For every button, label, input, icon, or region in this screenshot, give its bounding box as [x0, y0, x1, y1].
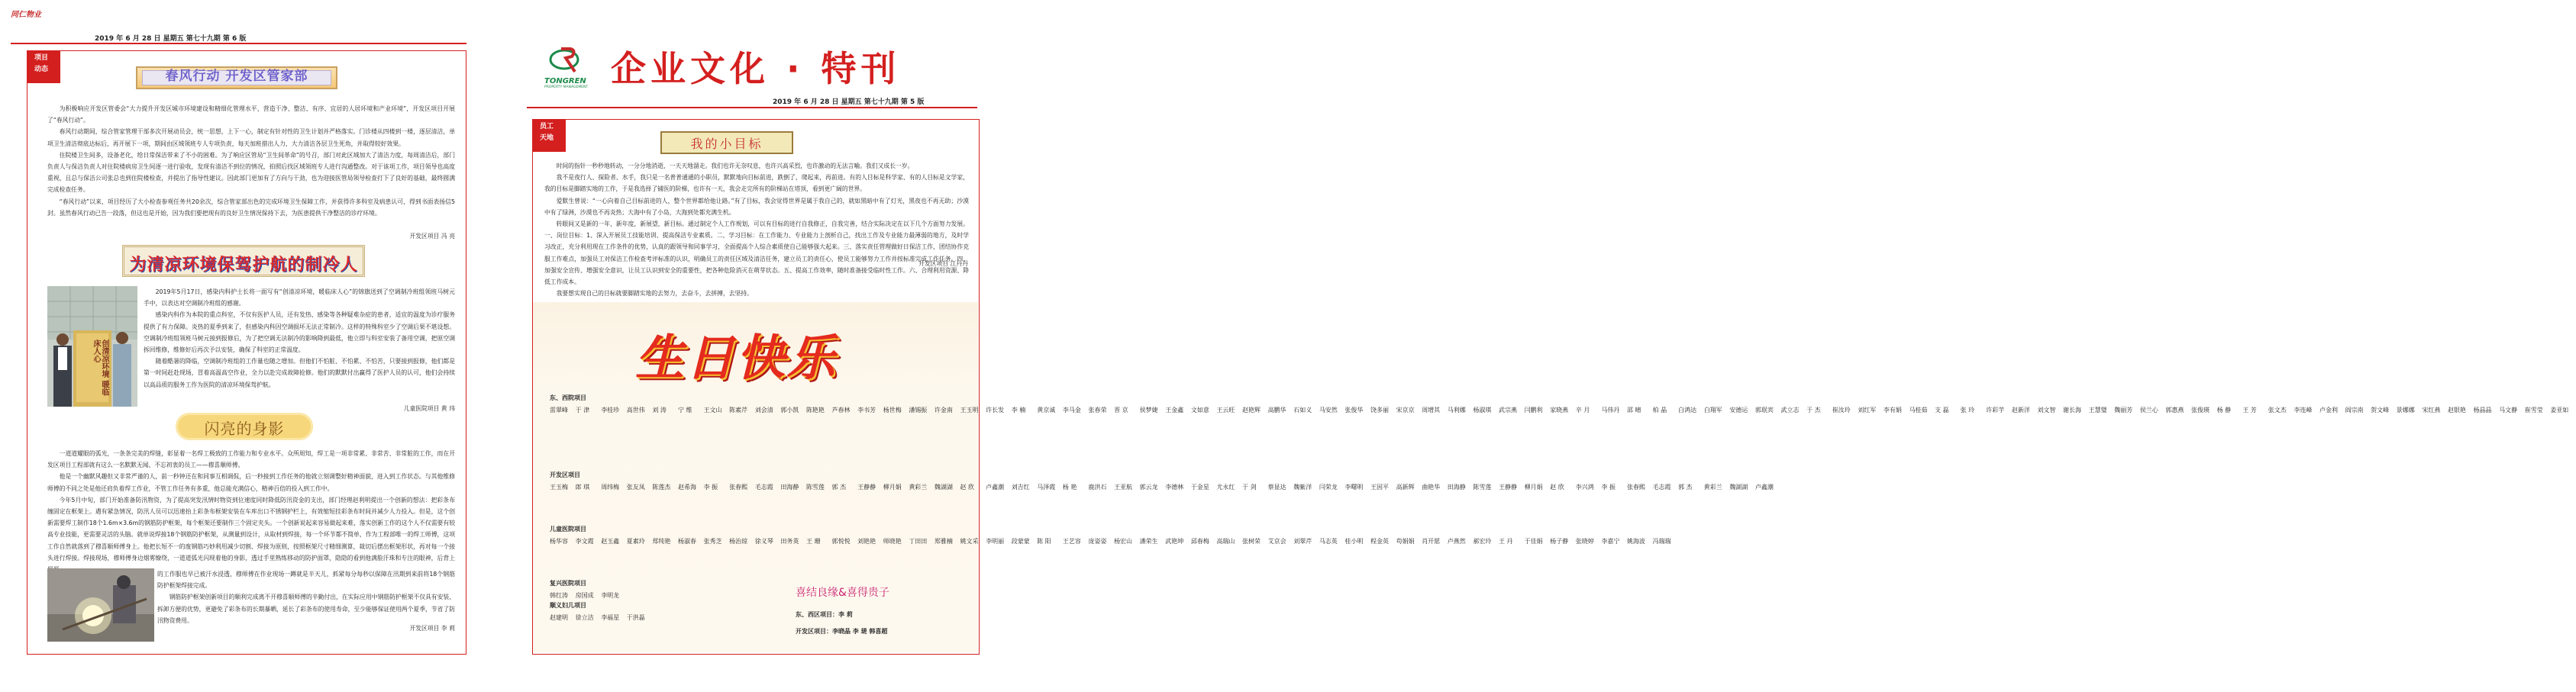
birthday-name: 王玉明: [960, 407, 979, 414]
birthday-name: 李明丽: [986, 538, 1005, 545]
pennant-text: 创清凉环境 暖临床人心: [92, 340, 108, 396]
left-header-logo: 同仁物业: [11, 11, 41, 19]
group-head-kaifaqu: 开发区项目: [550, 472, 580, 478]
birthday-name: 高世伟: [626, 407, 645, 414]
birthday-name: 崔雪莹: [2524, 407, 2543, 414]
birthday-name: 张树荣: [1242, 538, 1261, 545]
birthday-name: 周增其: [1422, 407, 1441, 414]
birthday-name: 陈雪莲: [805, 484, 825, 491]
article2-title-banner: [122, 245, 365, 277]
article3-body: [47, 448, 455, 564]
birthday-name: 于佳娟: [1524, 538, 1543, 545]
logo-brand: TONGREN: [544, 77, 586, 85]
birthday-name: 魏紫洋: [1293, 484, 1312, 491]
birthday-name: 王文山: [703, 407, 722, 414]
birthday-name: 刘艳艳: [857, 538, 876, 545]
masthead-title: 企业文化 · 特刊: [611, 48, 901, 89]
birthday-name: 蔡显达: [1267, 484, 1286, 491]
birthday-name: 陈雪莲: [1473, 484, 1492, 491]
birthday-name: 王 丹: [1498, 538, 1513, 545]
article1-signature: 开发区项目 冯 亮: [409, 233, 455, 240]
birthday-name: 刘红军: [1858, 407, 1877, 414]
birthday-name: 邵 晴: [1626, 407, 1641, 414]
birthday-name: 陈莲杰: [652, 484, 671, 491]
birthday-name: 杨世梅: [883, 407, 902, 414]
birthday-name: 郭云龙: [1139, 484, 1158, 491]
birthday-name: 刘翠芹: [1293, 538, 1312, 545]
birthday-name: 毛志霞: [754, 484, 773, 491]
birthday-name: 崔汝玲: [1832, 407, 1851, 414]
birthday-name: 魏湖湖: [1729, 484, 1748, 491]
birthday-name: 李 振: [703, 484, 718, 491]
birthday-name: 晋 京: [1114, 407, 1128, 414]
birthday-name: 卢燕然: [1447, 538, 1466, 545]
birthday-name: 刘 涛: [652, 407, 667, 414]
birthday-name: 张俊瑛: [2191, 407, 2210, 414]
birthday-name: 桂小明: [1344, 538, 1364, 545]
group-head-shunyi: 顺义妇儿项目: [550, 602, 586, 609]
birthday-name: 艾京会: [1267, 538, 1286, 545]
birthday-name: 程金英: [1370, 538, 1389, 545]
birthday-name: 房国成: [575, 592, 594, 599]
birthday-name: 李文霞: [575, 538, 594, 545]
birthday-name: 周纬梅: [601, 484, 620, 491]
rarticle-title-banner: [660, 131, 793, 154]
birthday-name: 刘文智: [2037, 407, 2056, 414]
article1-title: 春风行动 开发区管家部: [165, 69, 308, 84]
birthday-name: 李明龙: [601, 592, 620, 599]
birthday-name: 鹿洪石: [1088, 484, 1107, 491]
birthday-name: 贺文峰: [2371, 407, 2390, 414]
birthday-name: 张春熙: [1626, 484, 1645, 491]
rarticle-paragraph: 转眼间又是新的一年，新年度，新展望，新目标。通过制定个人工作规划，可以有目标的进行自我修正，自我完善，结合实际决定在以下几个方面努力发展。一、岗位目标：1、深入开展员工技能培训、提高保洁专业素质。二、学习目标：在工作能力、专业能力上剖析自己，找出工作及专业能力最薄弱的地方，及时学习改正，充分利用现在工作条件的优势，认真的跟领导和同事学习，全面提高个人综合素质使自己能够强大起来。三、落实责任管理做好日保洁工作，团结协作克服工作难点，加强员工对保洁工作检查考评标准的认识，明确员工的责任区域及清洁任务，建立员工的责任心，使员工能够努力工作并按标准完成工作任务。四、加强安全宣传、增强安全意识，让员工认识到安全的重要性，把各种危险消灭在萌芽状态。五、提高工作效率，随时准备接受临时性工作。六、合理利用资源、降低工作成本。: [544, 220, 969, 286]
birthday-name: 郭 杰: [1678, 484, 1693, 491]
birthday-name: 侯梦婕: [1139, 407, 1158, 414]
birthday-name: 白鸿达: [1678, 407, 1697, 414]
article3-signature: 开发区项目 李 莉: [409, 625, 455, 632]
birthday-name: 宋红燕: [2422, 407, 2441, 414]
article3-paragraph: 的工作服也早已被汗水浸透，穆师傅在作业现场一蹲就是半天儿，抓紧每分每秒以保障在汛期到来前将18个钢筋防护框架焊接完成。: [157, 571, 455, 590]
birthday-name: 卢金利: [2319, 407, 2338, 414]
article1-paragraph: 为积极响应开发区管委会“大力提升开发区城市环境建设和精细化管理水平，营造干净、整洁、有序、宜居的人居环境和产业环境”，开发区项目开展了“春风行动”。: [47, 105, 455, 124]
birthday-name: 夏素玲: [626, 538, 645, 545]
group-names-east-west: [550, 404, 2569, 416]
birthday-name: 郭惠燕: [2165, 407, 2184, 414]
article3-paragraph: 钢筋防护框架创新项目的顺利完成离不开穆喜顺师傅的辛勤付出，在实际应用中钢筋防护框架不仅具有安装、拆卸方便的优势，更避免了彩条布的长期暴晒，延长了彩条布的使用寿命，至少能够保证使用两个夏季，节省了防汛物资费用。: [157, 594, 455, 624]
birthday-name: 邱春梅: [1190, 538, 1209, 545]
right-header-rule: [527, 107, 977, 108]
birthday-name: 杨淑春: [677, 538, 696, 545]
birthday-name: 景娜娜: [2396, 407, 2415, 414]
birthday-name: 郑雅楠: [934, 538, 953, 545]
birthday-name: 柏 晶: [1652, 407, 1667, 414]
wedding-line2-names: 李晓晶 李 琎 韩喜超: [832, 628, 888, 635]
birthday-name: 柳月娟: [883, 484, 902, 491]
birthday-name: 李连峰: [2294, 407, 2313, 414]
birthday-name: 李 楠: [1011, 407, 1026, 414]
birthday-name: 李德林: [1165, 484, 1184, 491]
rarticle-title: 我的小目标: [690, 137, 763, 151]
birthday-name: 王云旺: [1216, 407, 1235, 414]
birthday-name: 许彩芋: [1986, 407, 2005, 414]
group-names-children: [550, 536, 1671, 547]
birthday-name: 王静静: [857, 484, 876, 491]
birthday-name: 家晓燕: [1550, 407, 1569, 414]
birthday-name: 马桂茹: [1909, 407, 1928, 414]
article2-paragraph: 2019年5月17日，感染内科护士长将一面写有“创清凉环境，暖临床人心”的锦旗送到了空调制冷班组领班马树元手中，以表达对空调制冷班组的感谢。: [144, 288, 455, 307]
birthday-name: 杨 静: [2216, 407, 2232, 414]
wedding-line1: [796, 610, 853, 619]
birthday-name: 侯兰心: [2139, 407, 2158, 414]
birthday-name: 徐立洁: [575, 614, 594, 621]
birthday-name: 黄京诚: [1037, 407, 1056, 414]
birthday-name: 马志英: [1319, 538, 1338, 545]
article3-paragraph: 他是一个幽默风趣但又非常严谨的人，前一秒钟还在和同事互相调侃，后一秒接到工作任务的他就立刻调整好精神面貌，进入到工作状态。与其他维修师傅的不同之处是他还肩负着焊工作业，不管工作任务有多重，他总能充满信心，精神百倍的投入到工作中。: [47, 473, 455, 492]
birthday-name: 柳月娟: [1524, 484, 1543, 491]
birthday-name: 武艳坤: [1165, 538, 1184, 545]
birthday-name: 王静静: [1498, 484, 1517, 491]
birthday-name: 马安然: [1319, 407, 1338, 414]
birthday-name: 赵 欣: [1550, 484, 1564, 491]
birthday-name: 张 玲: [1960, 407, 1975, 414]
rarticle-paragraph: 我不是夜行人、探险者、水手，我只是一名普普通通的小职员，默默地向目标前进，跌倒了，爬起来，再前进。有的人目标是科学家、有的人目标是文学家，我的目标是脚踏实地的工作，于是我选择了铺医的阶梯，也许有一天，我会走完所有的阶梯站在塔顶，看到更广阔的世界。: [544, 174, 969, 193]
birthday-name: 郭珉宾: [1754, 407, 1774, 414]
birthday-name: 李书芳: [857, 407, 876, 414]
article2-photo: [47, 286, 137, 407]
article3-title: 闪亮的身影: [204, 420, 285, 438]
birthday-name: 白翔军: [1703, 407, 1722, 414]
article3-paragraph: 今年5月中旬，部门开始准备防汛物资，为了提高突发汛情时物资到位速度同时降低防汛资金的支出，部门经理赵利明提出一个创新的想法：把彩条布缠固定在框架上。遇有紧急情况，防汛人员可以迅速抬上彩条布框架安装在车库出口不锈钢护栏上，有效缩短挂彩条布时间并减少人力投入。但是，这个创新需要焊工制作18个1.6m×3.6m的钢筋防护框架，每个框架还要制作三个固定夹头。一个创新说起来容易做起来难，落实创新工作的这个人不仅需要有较高专业技能，更需要灵活的头脑。就单说焊接18个钢筋防护框架，从测量到设计，从取材到焊接，每一个环节都不简单，作为工程部唯一的焊工师傅，这项工作自然就落到了穆喜顺师傅身上。他把长短不一的废钢筋巧妙利用减少切割、焊接为原则，按照框架尺寸精细测算，裁切后摆出框架形状，再对每一个接头进行焊接。焊接现场，穆师傅身边烟雾缭绕，一道道弧光闪现着他的身影，透过手里熟练移动的防护面罩，隐隐的看到他满脸汗珠和专注的眼神，后背上: [47, 496, 455, 562]
birthday-name: 马文静: [2499, 407, 2518, 414]
birthday-name: 冯瑞瑞: [1652, 538, 1671, 545]
birthday-name: 徐义琴: [754, 538, 773, 545]
birthday-name: 卢鑫潮: [1754, 484, 1774, 491]
birthday-name: 安德运: [1729, 407, 1748, 414]
birthday-name: 张春荣: [1088, 407, 1107, 414]
left-header-rule: [11, 43, 466, 44]
birthday-name: 于 津: [575, 407, 590, 414]
group-names-kaifaqu: [550, 481, 1774, 493]
birthday-name: 李兴鸿: [1575, 484, 1594, 491]
left-section-tag-line2: 动态: [34, 66, 49, 73]
birthday-name: 杨宏山: [1114, 538, 1133, 545]
birthday-name: 刘会清: [754, 407, 773, 414]
birthday-name: 张文杰: [2268, 407, 2287, 414]
group-head-children: 儿童医院项目: [550, 526, 586, 533]
birthday-name: 张春熙: [729, 484, 748, 491]
birthday-name: 王玉梅: [550, 484, 568, 491]
birthday-name: 尤永红: [1216, 484, 1235, 491]
group-names-fuxing: [550, 590, 779, 601]
article1-paragraph: 春风行动期间，综合管家管理干部多次开展动员会，统一思想，上下一心，制定有针对性的卫生计划并严格落实。门诊楼从四楼到一楼，逐层清洁，单项卫生清洁彻底达标后，再开展下一项，期间由区域领班专人专项负责，每天加班措出人力，大力清洁各层卫生死角，并取得较好效果。: [47, 128, 455, 147]
birthday-name: 郭悦悦: [831, 538, 851, 545]
birthday-name: 姚海波: [1626, 538, 1645, 545]
birthday-name: 郭 杰: [831, 484, 847, 491]
birthday-name: 杨治琼: [729, 538, 748, 545]
birthday-name: 张秀芝: [703, 538, 722, 545]
group-names-shunyi: [550, 612, 779, 623]
birthday-name: 王金鑫: [1165, 407, 1184, 414]
birthday-name: 王艺容: [1062, 538, 1081, 545]
article3-title-banner: [176, 413, 313, 440]
birthday-name: 丁田田: [909, 538, 928, 545]
birthday-name: 芦春林: [831, 407, 851, 414]
birthday-name: 文如意: [1190, 407, 1209, 414]
left-section-tag-line1: 项目: [34, 54, 49, 62]
birthday-name: 黄彩兰: [1703, 484, 1722, 491]
right-section-tag: [532, 119, 566, 152]
birthday-name: 赵银艳: [2447, 407, 2466, 414]
wedding-line2: [796, 627, 887, 636]
birthday-name: 赵 欣: [960, 484, 975, 491]
birthday-name: 陈艳艳: [805, 407, 825, 414]
birthday-name: 苟娟娟: [1396, 538, 1415, 545]
birthday-name: 辛 月: [1575, 407, 1590, 414]
birthday-name: 阎宗南: [2345, 407, 2364, 414]
birthday-name: 赵艳辉: [1242, 407, 1261, 414]
birthday-banner: 生日快乐: [635, 330, 837, 387]
birthday-name: 田海静: [780, 484, 799, 491]
birthday-name: 许金南: [934, 407, 953, 414]
birthday-name: 黄彩兰: [909, 484, 928, 491]
article1-paragraph: “春风行动”以来，项目经历了大小检查参观任务共20余次，综合管家部出色的完成环境卫生保障工作，并获得许多科室及病患认可，得到书面表扬信5封。虽然春风行动已告一段落，但这也是开始，因为我们要把现有的良好卫生情况保持下去，为医患提供干净整洁的诊疗环境。: [47, 198, 455, 217]
birthday-name: 郭小凯: [780, 407, 799, 414]
article1-paragraph: 住院楼卫生间多，设备老化，给日常保洁带来了不小的困难。为了响应区管局“卫生间革命”的号召，部门对此区域加大了清洁力度，每周清洁后，部门负责人与保洁负责人对住院楼病房卫生间逐一进行验收，发现有清洁不到位的情况，拍照后找区域领班专人进行沟通整改。对于该项工作，项目领导也高度重视，且总与保洁公司张总也到住院楼检查，并提出了指导性建议。因此部门更加有了方向与干劲，也为迎接医管局领导检查打下了良好的基础，最终圆满完成检查任务。: [47, 151, 455, 194]
article3-paragraph: 一道道耀眼的弧光，一条条完美的焊缝，彰显着一名焊工极致的工作能力和专业水平。众所周知，焊工是一项非常累、非常苦、非常脏的工作，而在开发区项目工程部就有这么一名默默无闻、不忘初衷的员工——穆喜顺师傅。: [47, 450, 455, 469]
birthday-name: 于洪磊: [626, 614, 645, 621]
wedding-line1-label: 东、西区项目：: [796, 611, 838, 618]
birthday-name: 姚文采: [960, 538, 979, 545]
birthday-name: 段蒙蒙: [1011, 538, 1030, 545]
birthday-name: 王 芳: [2242, 407, 2257, 414]
birthday-name: 雷翠峰: [550, 407, 568, 414]
wedding-line1-names: 李 莉: [838, 611, 853, 618]
birthday-name: 张友凤: [626, 484, 645, 491]
birthday-name: 马利娜: [1447, 407, 1466, 414]
birthday-name: 于 杰: [1806, 407, 1821, 414]
birthday-name: 赵希海: [677, 484, 696, 491]
article2-paragraph: 感染内科作为本院的重点科室，不仅有医护人员，还有发热、感染等各种疑难杂症的患者，适宜的温度为诊疗服务提供了有力保障。炎热的夏季到来了，但感染内科因空调损坏无法正常制冷。这样的特殊科室少了空调后果不堪设想。空调制冷班组领班马树元接到报修后，为了把空调无法制冷的影响降到最低，他立即与科室安装了备用空调，把原空调拆回维修，维修好后再次予以安装，确保了科室的正常温度。: [144, 311, 455, 354]
birthday-name: 郝宏玲: [1473, 538, 1492, 545]
right-section-tag-line1: 员工: [540, 123, 554, 130]
birthday-name: 姜亚如: [2550, 407, 2569, 414]
birthday-name: 曲艳华: [1422, 484, 1441, 491]
birthday-name: 于金星: [1190, 484, 1209, 491]
birthday-name: 闫荣龙: [1319, 484, 1338, 491]
birthday-name: 张晓婷: [1575, 538, 1594, 545]
group-head-east-west: 东、西院项目: [550, 394, 586, 401]
birthday-name: 王亚航: [1114, 484, 1133, 491]
right-section-tag-line2: 天地: [540, 134, 554, 142]
birthday-name: 支 磊: [1935, 407, 1949, 414]
birthday-name: 宁 维: [677, 407, 692, 414]
birthday-name: 谢长海: [2063, 407, 2082, 414]
article2-title: 为清凉环境保驾护航的制冷人: [129, 256, 358, 275]
birthday-name: 李桂珍: [601, 407, 620, 414]
right-dateline: 2019 年 6 月 28 日 星期五 第七十九期 第 5 版: [773, 98, 925, 106]
birthday-name: 武宗燕: [1498, 407, 1517, 414]
birthday-name: 杨晶晶: [2473, 407, 2492, 414]
birthday-name: 马伟丹: [1601, 407, 1620, 414]
article2-body: [144, 286, 455, 393]
article1-body: [47, 103, 455, 224]
birthday-name: 李马金: [1062, 407, 1081, 414]
birthday-name: 高新辉: [1396, 484, 1415, 491]
birthday-name: 田务英: [780, 538, 799, 545]
article3-photo: [47, 568, 154, 642]
wedding-title: 喜结良缘&喜得贵子: [796, 587, 889, 599]
birthday-name: 赵新洋: [2011, 407, 2030, 414]
birthday-name: 卢鑫潮: [986, 484, 1005, 491]
left-section-tag: [27, 50, 60, 83]
rarticle-signature: 开发区项目 江丹丹: [918, 260, 968, 267]
birthday-name: 陈 阳: [1037, 538, 1051, 545]
birthday-name: 宋京京: [1396, 407, 1415, 414]
birthday-name: 刘吉红: [1011, 484, 1030, 491]
birthday-name: 魏丽芳: [2114, 407, 2133, 414]
birthday-name: 饶多丽: [1370, 407, 1389, 414]
birthday-name: 肖开愿: [1422, 538, 1441, 545]
birthday-name: 王因平: [1370, 484, 1389, 491]
birthday-name: 李 振: [1601, 484, 1616, 491]
birthday-name: 赵建明: [550, 614, 568, 621]
birthday-name: 张俊华: [1344, 407, 1364, 414]
birthday-name: 闫鹏利: [1524, 407, 1543, 414]
article2-paragraph: 随着酷暑的降临，空调制冷班组的工作量也随之增加。但他们不怕脏、不怕累、不怕苦，只要接到报修，他们都是第一时间赶赴现场，冒着高温高空作业，全力以赴完成故障抢修。他们的默默付出赢得了医护人员的认可，他们会持续以高品质的服务工作为医院的清凉环境保驾护航。: [144, 358, 455, 388]
birthday-name: 石如义: [1293, 407, 1312, 414]
birthday-name: 杨 艳: [1062, 484, 1077, 491]
birthday-name: 郑纯艳: [652, 538, 671, 545]
rarticle-paragraph: 我要想实现自己的目标就要脚踏实地的去努力，去奋斗，去拼搏，去坚持。: [556, 290, 753, 298]
tongren-logo: [544, 44, 592, 90]
birthday-name: 于 剑: [1242, 484, 1257, 491]
article1-title-banner: [136, 66, 337, 89]
birthday-name: 李福星: [601, 614, 620, 621]
birthday-name: 杨华容: [550, 538, 568, 545]
birthday-name: 陈素芹: [729, 407, 748, 414]
birthday-name: 高鹏华: [1267, 407, 1286, 414]
birthday-name: 高瑞山: [1216, 538, 1235, 545]
birthday-name: 赵玉鑫: [601, 538, 620, 545]
birthday-name: 毛志霞: [1652, 484, 1671, 491]
birthday-name: 田海静: [1447, 484, 1466, 491]
group-head-fuxing: 复兴医院项目: [550, 580, 586, 587]
birthday-name: 韩红涛: [550, 592, 568, 599]
left-dateline: 2019 年 6 月 28 日 星期五 第七十九期 第 6 版: [95, 35, 247, 43]
birthday-name: 武立志: [1780, 407, 1800, 414]
birthday-name: 王慧璧: [2088, 407, 2107, 414]
birthday-name: 杨子静: [1550, 538, 1569, 545]
birthday-name: 李曙明: [1344, 484, 1364, 491]
article2-signature: 儿童医院项目 黄 玮: [403, 405, 455, 412]
birthday-name: 郎 琪: [575, 484, 590, 491]
birthday-name: 潘荣生: [1139, 538, 1158, 545]
rarticle-paragraph: 爱默生曾说：“一心向着自己目标前进的人，整个世界都给他让路。”有了目标，我会觉得世界是属于我自己的，就如黑暗中有了灯光，黑夜也不再无助；沙漠中有了绿洲，沙漠也不再炎热；大海中有了小岛，大海到处都充满生机。: [544, 197, 969, 216]
birthday-name: 李嘉宁: [1601, 538, 1620, 545]
logo-sub: PROPERTY MANAGEMENT: [544, 85, 589, 89]
birthday-name: 师晓艳: [883, 538, 902, 545]
birthday-name: 许长发: [986, 407, 1005, 414]
birthday-name: 庞姿姿: [1088, 538, 1107, 545]
birthday-name: 杨淑琪: [1473, 407, 1492, 414]
welding-photo-image: [47, 568, 154, 642]
birthday-name: 李有娟: [1883, 407, 1902, 414]
birthday-name: 魏湖湖: [934, 484, 953, 491]
article3-side-body: [157, 568, 455, 622]
tongren-logo-icon: [544, 44, 592, 75]
rarticle-paragraph: 时间的指针一秒秒地转动，一分分地消逝，一天天地溜走。我们也许无奈叹息，也许兴高采烈，也许激动的无法言喻。我们又成长一岁。: [556, 163, 914, 169]
birthday-name: 马泽霞: [1037, 484, 1056, 491]
wedding-line2-label: 开发区项目：: [796, 628, 832, 635]
birthday-name: 潘锡振: [909, 407, 928, 414]
birthday-name: 王 珊: [805, 538, 821, 545]
